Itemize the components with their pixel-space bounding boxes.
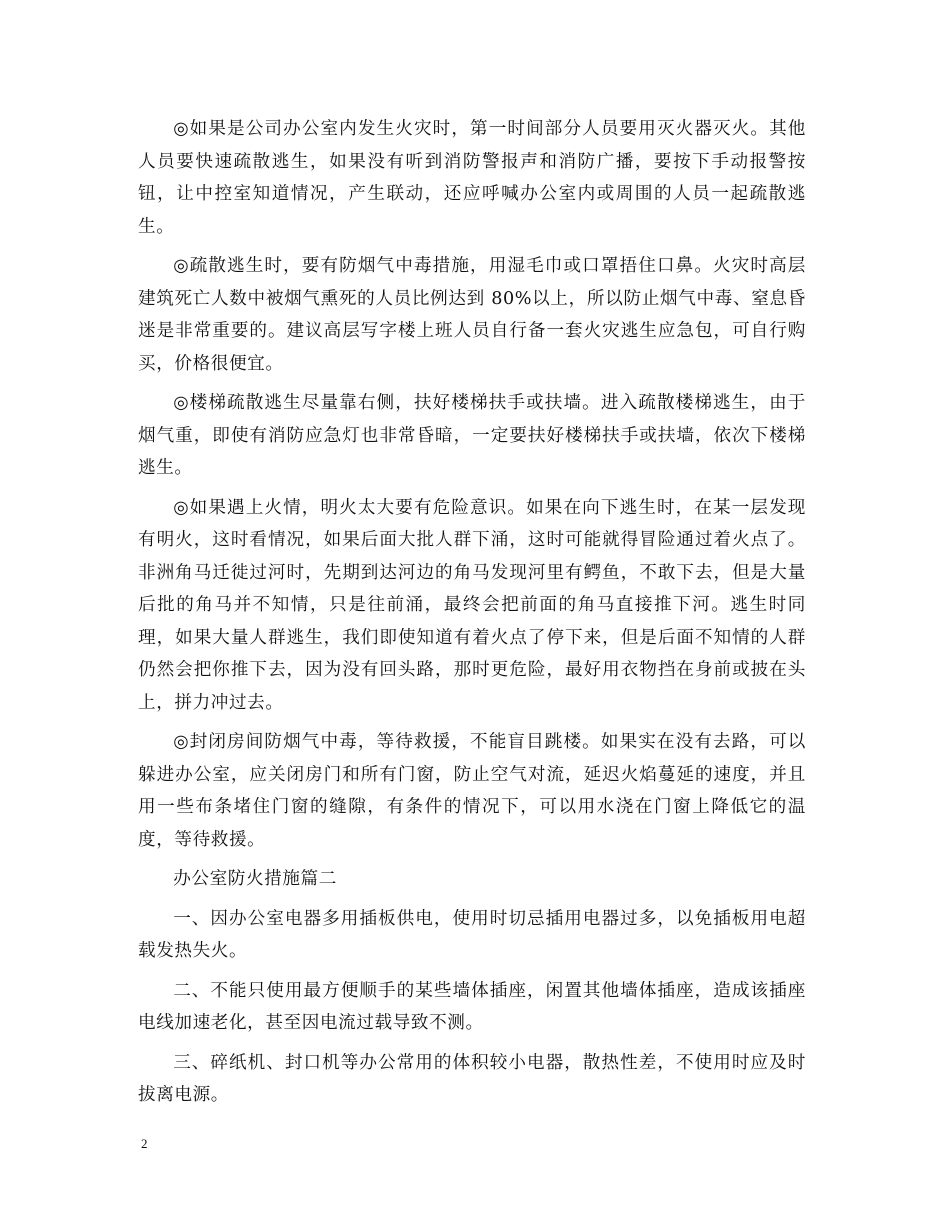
paragraph-smoke-protection: ◎疏散逃生时，要有防烟气中毒措施，用湿毛巾或口罩捂住口鼻。火灾时高层建筑死亡人数中被烟气熏死的人员比例达到 80%以上，所以防止烟气中毒、窒息昏迷是非常重要的。建议高层写字楼上班人员自行备一套火灾逃生应急包，可自行购买，价格很便宜。 [138, 256, 806, 374]
paragraph-measure-1: 一、因办公室电器多用插板供电，使用时切忌插用电器过多，以免插板用电超载发热失火。 [138, 908, 806, 961]
paragraph-sealed-room: ◎封闭房间防烟气中毒，等待救援，不能盲目跳楼。如果实在没有去路，可以躲进办公室，应关闭房门和所有门窗，防止空气对流，延迟火焰蔓延的速度，并且用一些布条堵住门窗的缝隙，有条件的情况下，可以用水浇在门窗上降低它的温度，等待救援。 [138, 732, 806, 850]
paragraph-measure-3: 三、碎纸机、封口机等办公常用的体积较小电器，散热性差，不使用时应及时拔离电源。 [138, 1052, 806, 1105]
paragraph-measure-2: 二、不能只使用最方便顺手的某些墙体插座，闲置其他墙体插座，造成该插座电线加速老化，甚至因电流过载导致不测。 [138, 980, 806, 1033]
paragraph-stair-evacuation: ◎楼梯疏散逃生尽量靠右侧，扶好楼梯扶手或扶墙。进入疏散楼梯逃生，由于烟气重，即使有消防应急灯也非常昏暗，一定要扶好楼梯扶手或扶墙，依次下楼梯逃生。 [138, 393, 806, 478]
paragraph-office-fire-response: ◎如果是公司办公室内发生火灾时，第一时间部分人员要用灭火器灭火。其他人员要快速疏散逃生，如果没有听到消防警报声和消防广播，要按下手动报警按钮，让中控室知道情况，产生联动，还应呼喊办公室内或周围的人员一起疏散逃生。 [138, 119, 806, 237]
section-heading: 办公室防火措施篇二 [173, 869, 337, 889]
paragraph-danger-awareness: ◎如果遇上火情，明火太大要有危险意识。如果在向下逃生时，在某一层发现有明火，这时看情况，如果后面大批人群下涌，这时可能就得冒险通过着火点了。非洲角马迁徙过河时，先期到达河边的角马发现河里有鳄鱼，不敢下去，但是大量后批的角马并不知情，只是往前涌，最终会把前面的角马直接推下河。逃生时同理，如果大量人群逃生，我们即使知道有着火点了停下来，但是后面不知情的人群仍然会把你推下去，因为没有回头路，那时更危险，最好用衣物挡在身前或披在头上，拼力冲过去。 [138, 497, 806, 713]
page-number: 2 [141, 1136, 148, 1151]
document-body [138, 113, 806, 1119]
